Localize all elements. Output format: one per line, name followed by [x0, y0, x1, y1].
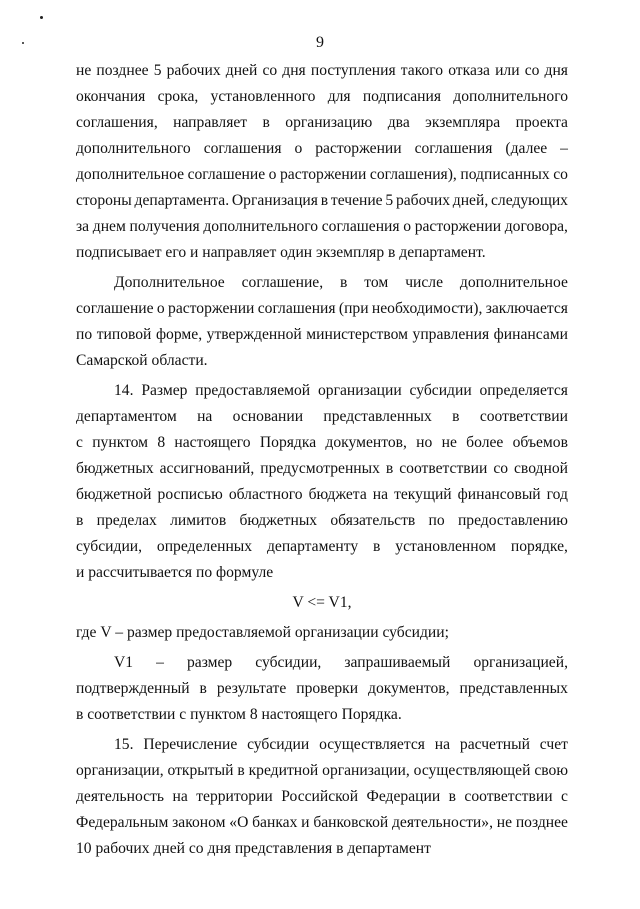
text-line: и рассчитывается по формуле	[76, 564, 274, 581]
paragraph	[76, 58, 568, 266]
text-line: в пределах лимитов бюджетных обязательств по предоставлению	[76, 512, 568, 529]
paragraph	[76, 620, 568, 646]
document-body	[76, 58, 568, 862]
text-line: бюджетной росписью областного бюджета на текущий финансовый год	[76, 486, 568, 503]
text-line: организации, открытый в кредитной организации, осуществляющей свою	[76, 762, 568, 779]
text-line: 14. Размер предоставляемой организации субсидии определяется	[114, 382, 568, 399]
page-number: 9	[316, 34, 324, 51]
text-line: Федеральным законом «О банках и банковской деятельности», не позднее	[76, 814, 568, 831]
text-line: бюджетных ассигнований, предусмотренных в соответствии со сводной	[76, 460, 568, 477]
paragraph	[76, 270, 568, 374]
paragraph	[76, 590, 568, 616]
text-line: деятельность на территории Российской Федерации в соответствии с	[76, 788, 568, 805]
text-line: дополнительного соглашения о расторжении соглашения (далее –	[76, 140, 568, 157]
text-line: V1 – размер субсидии, запрашиваемый организацией,	[114, 654, 568, 671]
text-line: стороны департамента. Организация в течение 5 рабочих дней, следующих	[76, 192, 568, 209]
text-line: Самарской области.	[76, 352, 208, 369]
scan-speck	[40, 16, 43, 19]
text-line: не позднее 5 рабочих дней со дня поступления такого отказа или со дня	[76, 62, 568, 79]
text-line: 10 рабочих дней со дня представления в департамент	[76, 840, 431, 857]
text-line: подписывает его и направляет один экземпляр в департамент.	[76, 244, 486, 261]
text-line: дополнительное соглашение о расторжении соглашения), подписанных со	[76, 166, 568, 183]
paragraph	[76, 732, 568, 862]
text-line: 15. Перечисление субсидии осуществляется на расчетный счет	[114, 736, 568, 753]
paragraph	[76, 378, 568, 586]
text-line: по типовой форме, утвержденной министерством управления финансами	[76, 326, 568, 343]
text-line: соглашение о расторжении соглашения (при необходимости), заключается	[76, 300, 568, 317]
text-line: в соответствии с пунктом 8 настоящего Порядка.	[76, 706, 402, 723]
text-line: где V – размер предоставляемой организации субсидии;	[76, 624, 449, 641]
text-line: Дополнительное соглашение, в том числе дополнительное	[114, 274, 568, 291]
text-line: V <= V1,	[292, 594, 352, 611]
paragraph	[76, 650, 568, 728]
text-line: субсидии, определенных департаменту в установленном порядке,	[76, 538, 568, 555]
text-line: соглашения, направляет в организацию два экземпляра проекта	[76, 114, 568, 131]
text-line: с пунктом 8 настоящего Порядка документов, но не более объемов	[76, 434, 568, 451]
text-line: департаментом на основании представленных в соответствии	[76, 408, 568, 425]
text-line: окончания срока, установленного для подписания дополнительного	[76, 88, 568, 105]
text-line: за днем получения дополнительного соглашения о расторжении договора,	[76, 218, 568, 235]
text-line: подтвержденный в результате проверки документов, представленных	[76, 680, 568, 697]
